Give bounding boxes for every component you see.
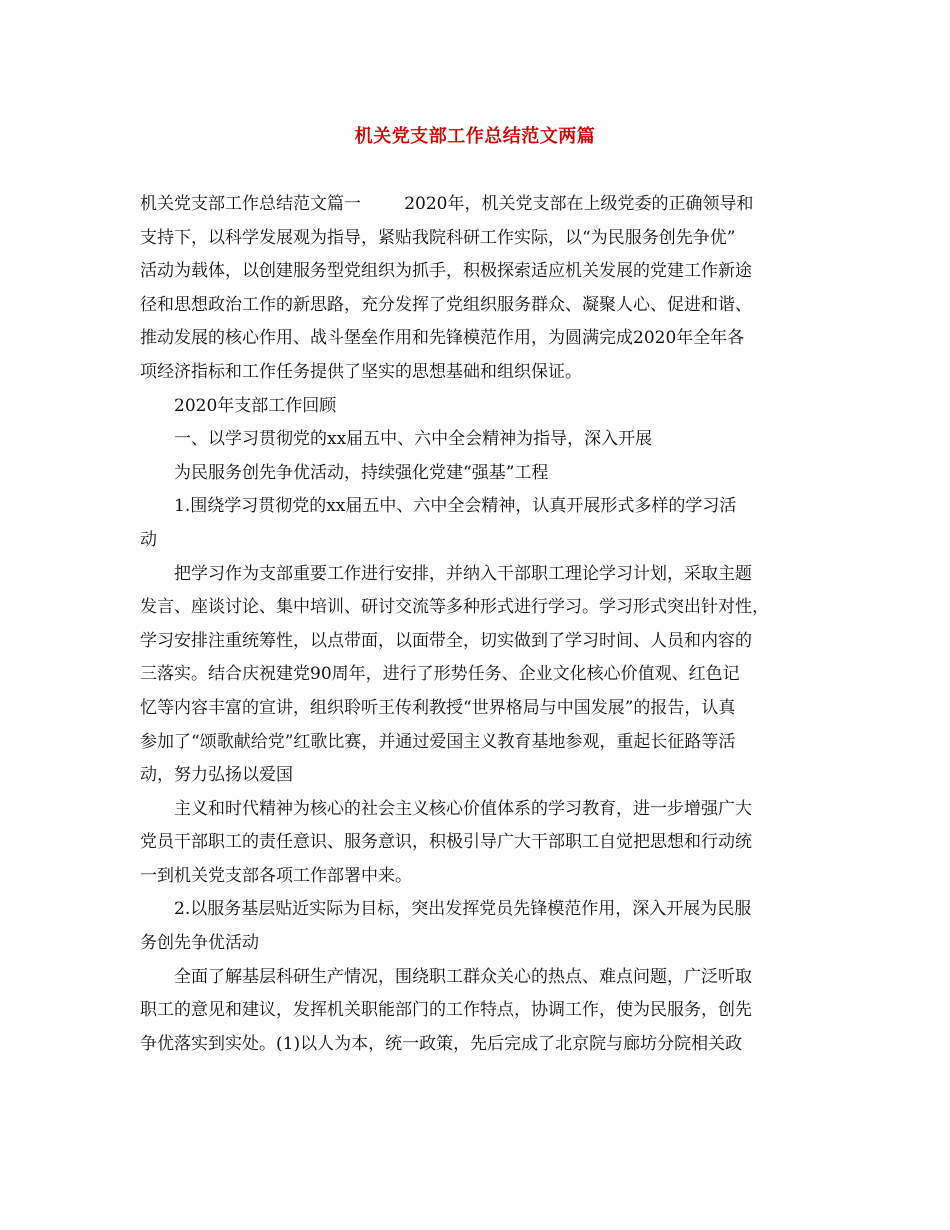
document-line: 1.围绕学习贯彻党的xx届五中、六中全会精神，认真开展形式多样的学习活 (174, 496, 737, 517)
document-line: 为民服务创先争优活动，持续强化党建“强基”工程 (174, 462, 549, 483)
document-line: 把学习作为支部重要工作进行安排，并纳入干部职工理论学习计划，采取主题 (174, 563, 752, 584)
document-line: 一、以学习贯彻党的xx届五中、六中全会精神为指导，深入开展 (174, 429, 653, 450)
document-line: 径和思想政治工作的新思路，充分发挥了党组织服务群众、凝聚人心、促进和谐、 (140, 294, 752, 315)
document-line: 学习安排注重统筹性，以点带面，以面带全，切实做到了学习时间、人员和内容的 (140, 630, 752, 651)
document-body (140, 188, 820, 1061)
document-line: 职工的意见和建议，发挥机关职能部门的工作特点，协调工作，使为民服务，创先 (140, 1000, 752, 1021)
document-line: 三落实。结合庆祝建党90周年，进行了形势任务、企业文化核心价值观、红色记 (140, 664, 740, 685)
document-line: 忆等内容丰富的宣讲，组织聆听王传利教授“世界格局与中国发展”的报告，认真 (140, 697, 736, 718)
document-line: 主义和时代精神为核心的社会主义核心价值体系的学习教育，进一步增强广大 (174, 798, 752, 819)
document-line: 党员干部职工的责任意识、服务意识，积极引导广大干部职工自觉把思想和行动统 (140, 832, 752, 853)
document-line: 争优落实到实处。(1)以人为本，统一政策，先后完成了北京院与廊坊分院相关政 (140, 1033, 743, 1054)
document-line: 机关党支部工作总结范文篇一 2020年，机关党支部在上级党委的正确领导和 (140, 194, 754, 214)
document-line: 动 (140, 529, 157, 550)
document-line: 动，努力弘扬以爱国 (140, 765, 293, 786)
document-line: 推动发展的核心作用、战斗堡垒作用和先锋模范作用，为圆满完成2020年全年各 (140, 328, 745, 349)
document-line: 务创先争优活动 (140, 933, 259, 954)
document-line: 支持下，以科学发展观为指导，紧贴我院科研工作实际，以“为民服务创先争优” (140, 227, 736, 248)
document-line: 发言、座谈讨论、集中培训、研讨交流等多种形式进行学习。学习形式突出针对性， (140, 597, 769, 618)
document-line: 参加了“颂歌献给党”红歌比赛，并通过爱国主义教育基地参观，重起长征路等活 (140, 731, 736, 752)
document-line: 全面了解基层科研生产情况，围绕职工群众关心的热点、难点问题，广泛听取 (174, 966, 752, 987)
document-line: 项经济指标和工作任务提供了坚实的思想基础和组织保证。 (140, 361, 582, 382)
document-title: 机关党支部工作总结范文两篇 (354, 126, 596, 147)
document-line: 2.以服务基层贴近实际为目标，突出发挥党员先锋模范作用，深入开展为民服 (174, 899, 752, 920)
document-line: 活动为载体，以创建服务型党组织为抓手，积极探索适应机关发展的党建工作新途 (140, 261, 752, 282)
document-line: 一到机关党支部各项工作部署中来。 (140, 865, 412, 886)
document-line: 2020年支部工作回顾 (174, 395, 337, 416)
